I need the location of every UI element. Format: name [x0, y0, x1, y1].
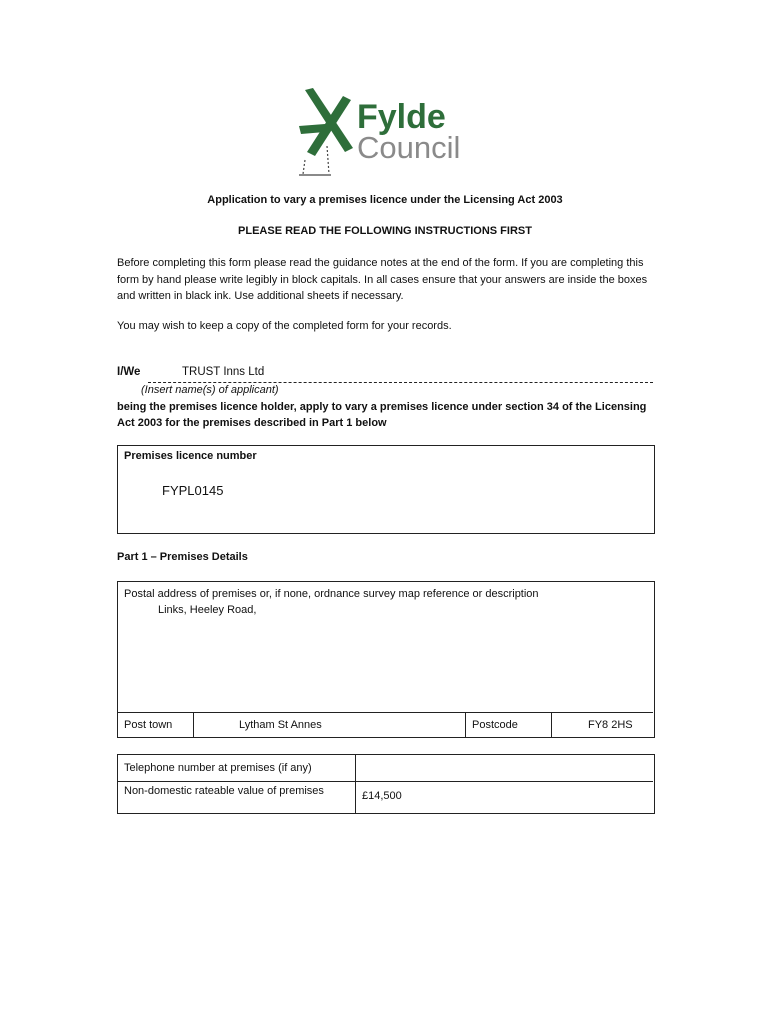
- copy-note: You may wish to keep a copy of the completed form for your records.: [117, 320, 452, 332]
- premises-address-box[interactable]: [117, 581, 655, 738]
- telephone-rateable-table: [117, 754, 655, 814]
- address-label: Postal address of premises or, if none, ordnance survey map reference or description: [124, 588, 539, 600]
- rateable-value-row: [118, 782, 653, 813]
- licence-number-box[interactable]: [117, 445, 655, 534]
- licence-number-label: Premises licence number: [124, 450, 257, 462]
- post-town-label: Post town: [118, 713, 194, 737]
- rateable-value-field[interactable]: £14,500: [362, 790, 402, 802]
- logo-text-fylde: Fylde: [357, 98, 446, 136]
- instructions-heading: PLEASE READ THE FOLLOWING INSTRUCTIONS FIRST: [238, 225, 532, 237]
- telephone-label: Telephone number at premises (if any): [118, 755, 356, 781]
- address-value: Links, Heeley Road,: [158, 604, 257, 616]
- form-title: Application to vary a premises licence under the Licensing Act 2003: [207, 194, 563, 206]
- fylde-council-logo: [295, 86, 475, 178]
- applicant-label: I/We: [117, 366, 141, 378]
- licence-number-value: FYPL0145: [162, 483, 224, 498]
- telephone-row: [118, 755, 653, 782]
- rateable-value-label: Non-domestic rateable value of premises: [118, 782, 356, 813]
- post-town-row: [118, 712, 653, 737]
- postcode-field[interactable]: FY8 2HS: [588, 719, 633, 731]
- applicant-name-field[interactable]: [148, 366, 653, 383]
- postcode-label: Postcode: [466, 713, 552, 737]
- windmill-icon: [295, 86, 365, 178]
- post-town-field[interactable]: Lytham St Annes: [194, 713, 466, 737]
- declaration-text: being the premises licence holder, apply to vary a premises licence under section 34 of the Licensing Act 2003 for the premises described in Part 1 below: [117, 401, 647, 429]
- part1-heading: Part 1 – Premises Details: [117, 551, 248, 563]
- intro-paragraph: Before completing this form please read the guidance notes at the end of the form. If you are completing this form by hand please write legibly in block capitals. In all cases ensure that your answers are inside the boxes and written in black ink. Use additional sheets if necessary.: [117, 257, 648, 302]
- applicant-name-value: TRUST Inns Ltd: [182, 366, 265, 378]
- logo-text-council: Council: [357, 130, 461, 165]
- applicant-hint: (Insert name(s) of applicant): [141, 384, 279, 396]
